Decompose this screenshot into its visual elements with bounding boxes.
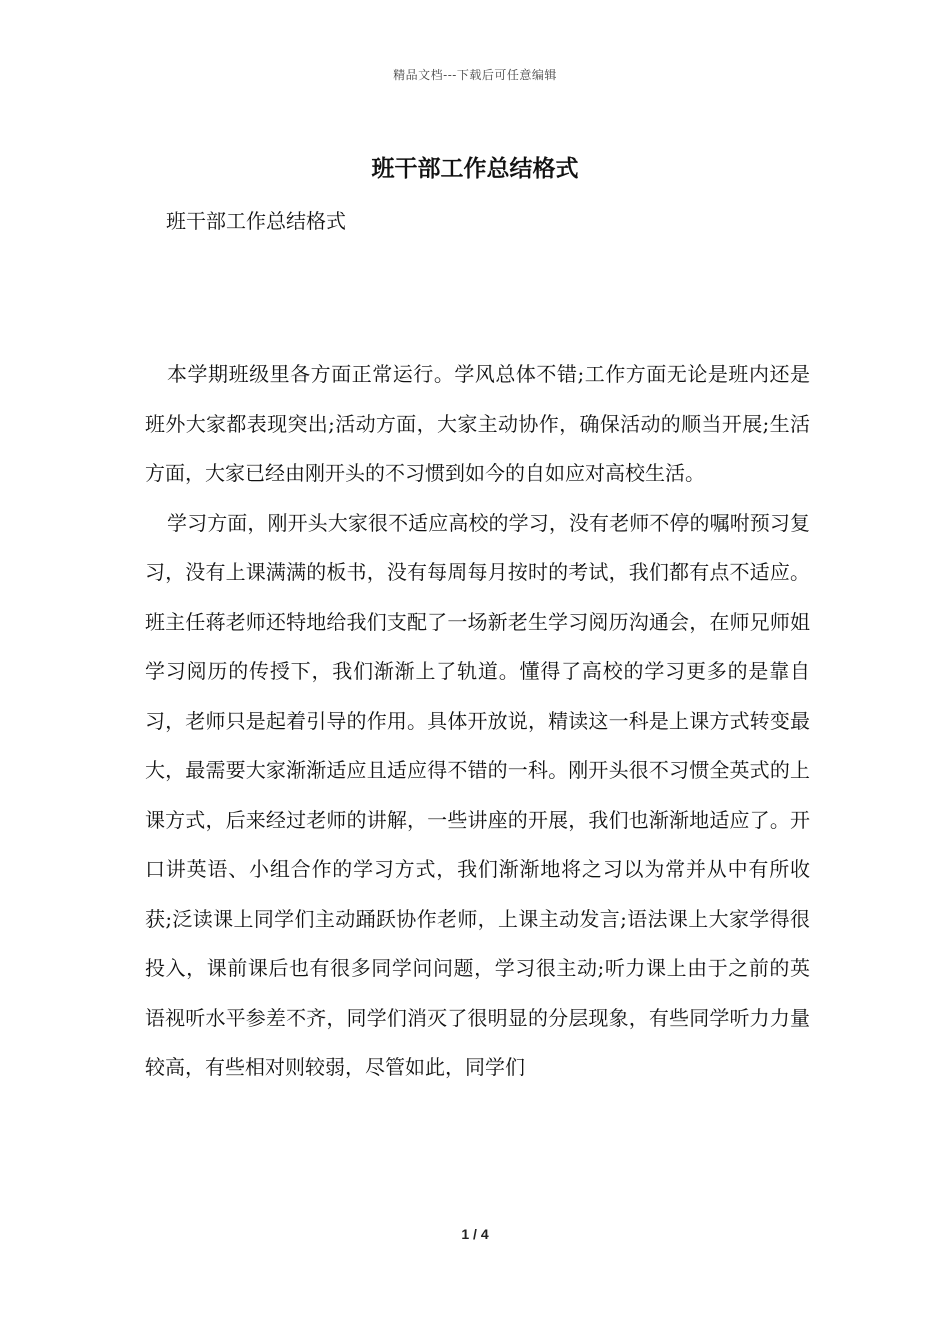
document-title: 班干部工作总结格式 xyxy=(371,155,579,182)
body-paragraph: 学习方面，刚开头大家很不适应高校的学习，没有老师不停的嘱咐预习复习，没有上课满满的板书，没有每周每月按时的考试，我们都有点不适应。班主任蒋老师还特地给我们支配了一场新老生学习阅历沟通会，在师兄师姐学习阅历的传授下，我们渐渐上了轨道。懂得了高校的学习更多的是靠自习，老师只是起着引导的作用。具体开放说，精读这一科是上课方式转变最大，最需要大家渐渐适应且适应得不错的一科。刚开头很不习惯全英式的上课方式，后来经过老师的讲解，一些讲座的开展，我们也渐渐地适应了。开口讲英语、小组合作的学习方式，我们渐渐地将之习以为常并从中有所收获;泛读课上同学们主动踊跃协作老师，上课主动发言;语法课上大家学得很投入，课前课后也有很多同学问问题，学习很主动;听力课上由于之前的英语视听水平参差不齐，同学们消灭了很明显的分层现象，有些同学听力力量较高，有些相对则较弱，尽管如此，同学们 xyxy=(145,510,810,1079)
header-note: 精品文档---下载后可任意编辑 xyxy=(393,68,557,82)
page-indicator: 1 / 4 xyxy=(461,1226,489,1242)
document-subtitle: 班干部工作总结格式 xyxy=(166,209,346,233)
body-paragraph: 本学期班级里各方面正常运行。学风总体不错;工作方面无论是班内还是班外大家都表现突出;活动方面，大家主动协作，确保活动的顺当开展;生活方面，大家已经由刚开头的不习惯到如今的自如应对高校生活。 xyxy=(145,362,810,485)
document-body xyxy=(145,350,810,1093)
